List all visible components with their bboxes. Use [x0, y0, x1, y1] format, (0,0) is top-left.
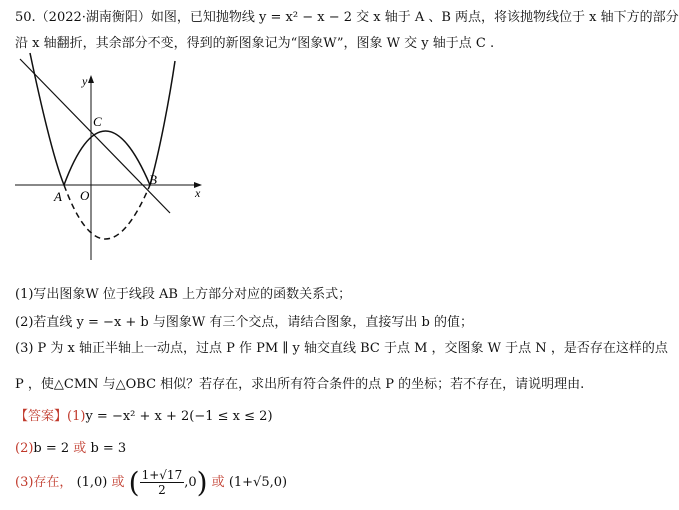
- problem-line-1: 50.（2022·湖南衡阳）如图，已知抛物线 y = x² − x − 2 交 x 轴于 A 、B 两点，将该抛物线位于 x 轴下方的部分: [15, 10, 679, 25]
- function-graph: [12, 55, 212, 270]
- point-a-label: A: [54, 189, 62, 204]
- answer-2-value-1: b = 2: [33, 441, 70, 456]
- answer-3-point-3: (1+√5,0): [228, 475, 288, 490]
- graph-w-hump: [64, 131, 150, 185]
- fraction-numerator: 1+√17: [141, 468, 183, 482]
- right-paren: ): [196, 466, 208, 499]
- question-3-line-2: P ，使△CMN 与△OBC 相似？若存在，求出所有符合条件的点 P 的坐标；若不存在，请说明理由.: [15, 377, 585, 392]
- answer-3-prefix: (3)存在，: [15, 475, 73, 490]
- y-axis-arrow-icon: [88, 75, 94, 83]
- answer-1-value: y = −x² + x + 2(−1 ≤ x ≤ 2): [85, 409, 273, 424]
- answer-3-point-1: (1,0): [76, 475, 108, 490]
- fraction-denominator: 2: [158, 483, 166, 497]
- y-axis-label: y: [82, 74, 88, 88]
- answer-2-value-2: b = 3: [90, 441, 127, 456]
- answer-1-row: [15, 405, 273, 424]
- answer-3-fraction: [140, 468, 185, 497]
- answer-3-row: [15, 466, 287, 499]
- answer-3-point-2-tail: ,0: [184, 475, 197, 490]
- problem-line-2: 沿 x 轴翻折，其余部分不变，得到的新图象记为“图象W”，图象 W 交 y 轴于点 C .: [15, 36, 495, 51]
- line-bc: [20, 59, 170, 213]
- answer-3-or-2: 或: [207, 475, 229, 490]
- point-b-label: B: [149, 172, 157, 187]
- original-parabola-dashed: [64, 185, 150, 239]
- origin-label: O: [80, 188, 90, 203]
- question-3-line-1: (3) P 为 x 轴正半轴上一动点，过点 P 作 PM ∥ y 轴交直线 BC 于点 M ，交图象 W 于点 N ，是否存在这样的点: [15, 341, 668, 356]
- answer-1-prefix: (1): [67, 409, 86, 424]
- question-1: (1)写出图象W 位于线段 AB 上方部分对应的函数关系式；: [15, 287, 352, 302]
- point-c-label: C: [93, 114, 102, 129]
- graph-w-left-branch: [30, 53, 64, 185]
- graph-w-right-branch: [150, 61, 175, 185]
- x-axis-label: x: [195, 186, 201, 200]
- answer-2-row: [15, 437, 126, 456]
- left-paren: (: [128, 466, 140, 499]
- question-2: (2)若直线 y = −x + b 与图象W 有三个交点，请结合图象，直接写出 b 的值；: [15, 315, 473, 330]
- answer-3-or-1: 或: [107, 475, 129, 490]
- answer-tag: 【答案】: [15, 409, 68, 424]
- answer-2-prefix: (2): [15, 441, 34, 456]
- answer-2-or: 或: [69, 441, 91, 456]
